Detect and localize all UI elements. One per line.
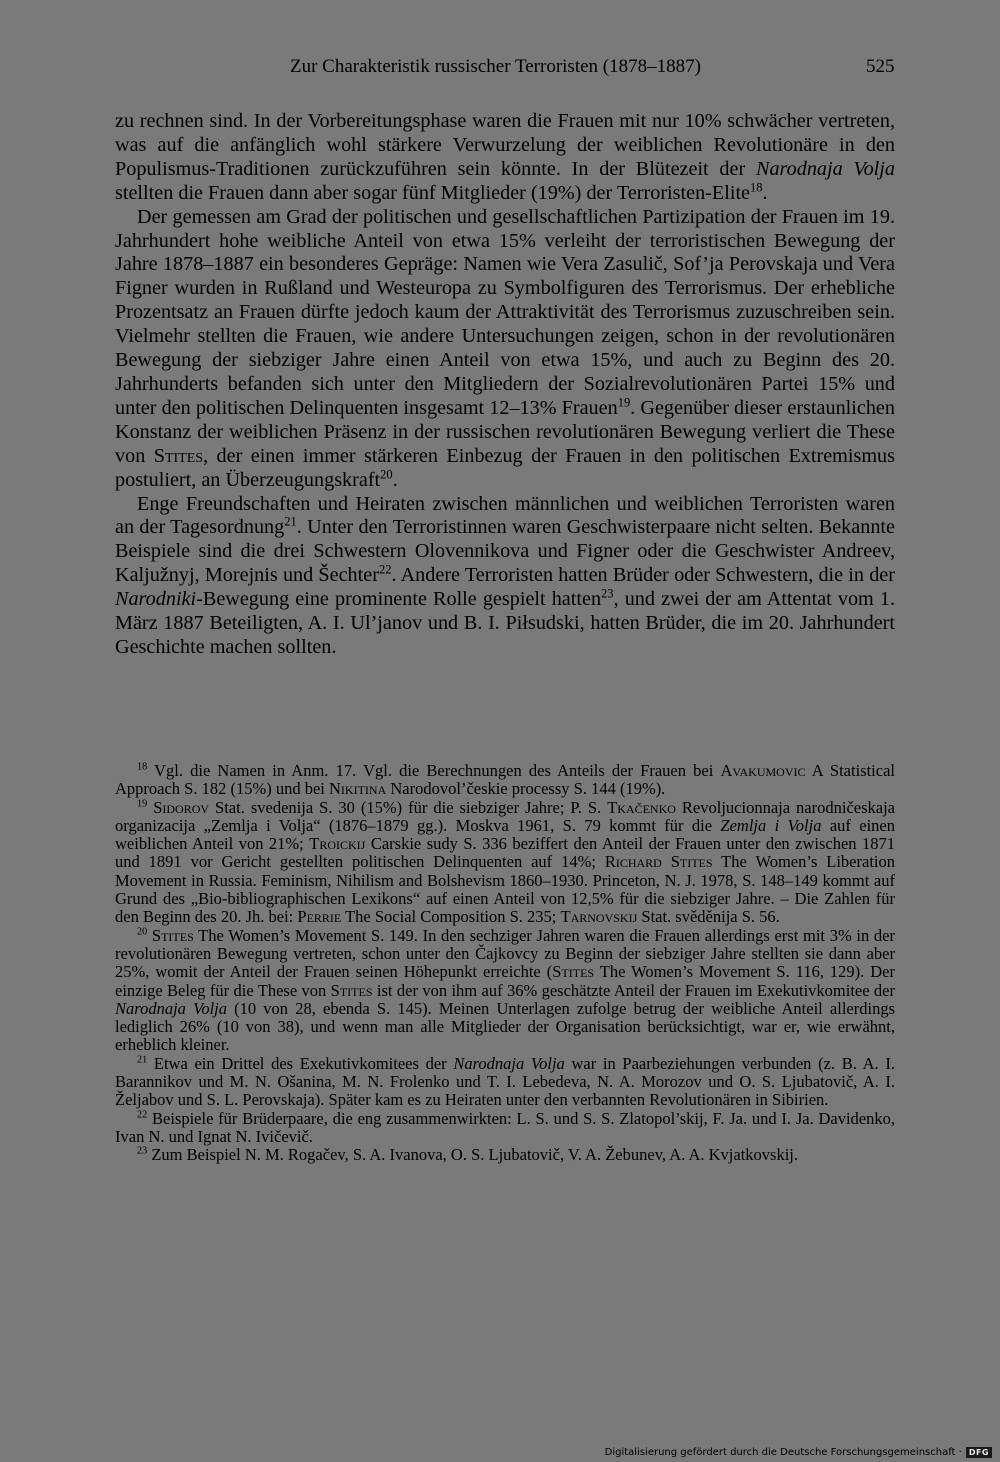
footnote-ref: 20 (137, 926, 148, 938)
footnote: $^{18}$ Vgl. die Namen in Anm. 17. Vgl. die Berechnungen des Anteils der Frauen bei Avakumovic A Statistical Approach S. 182 (15%) und bei Nikitina Narodovol’českie processy S. 144 (19%). (115, 761, 895, 799)
footnote-ref: 18 (137, 761, 148, 773)
paragraph: Enge Freundschaften und Heiraten zwischen männlichen und weiblichen Terroristen waren an der Tagesordnung$^{21}$. Unter den Terroristinnen waren Geschwisterpaare nicht selten. Bekannte Beispiele sind die drei Schwestern Olovennikova und Figner oder die Geschwister Andreev, Kaljužnyj, Morejnis und Šechter$^{22}$. Andere Terroristen hatten Brüder oder Schwestern, die in der Narodniki-Bewegung eine prominente Rolle gespielt hatten$^{23}$, und zwei der am Attentat vom 1. März 1887 Beteiligten, A. I. Ul’janov und B. I. Piłsudski, hatten Brüder, die im 20. Jahrhundert Geschichte machen sollten. (115, 492, 895, 658)
footnote-ref: 21 (284, 514, 297, 529)
footnote-ref: 23 (137, 1145, 148, 1157)
footnote-ref: 19 (137, 798, 148, 810)
footnote: $^{22}$ Beispiele für Brüderpaare, die eng zusammenwirkten: L. S. und S. S. Zlatopol’skij, F. Ja. und I. Ja. Davidenko, Ivan N. und Ignat N. Ivičevič. (115, 1108, 895, 1146)
page-number: 525 (866, 56, 895, 77)
footnote: $^{19}$ Sidorov Stat. svedenija S. 30 (15%) für die siebziger Jahre; P. S. Tkačenko Revoljucionnaja narodničeskaja organizacija „Zemlja i Volja“ (1876–1879 gg.). Moskva 1961, S. 79 kommt für die Zemlja i Volja auf einen weiblichen Anteil von 21%; Troickij Carskie sudy S. 336 beziffert den Anteil der Frauen unter den zwischen 1871 und 1891 vor Gericht gestellten politischen Delinquenten auf 14%; Richard Stites The Women’s Liberation Movement in Russia. Feminism, Nihilism and Bolshevism 1860–1930. Princeton, N. J. 1978, S. 148–149 kommt auf Grund des „Bio-bibliographischen Lexikons“ auf einen Anteil von 12,5% für die siebziger Jahre. – Die Zahlen für den Beginn des 20. Jh. bei: Perrie The Social Composition S. 235; Tarnovskij Stat. svěděnija S. 56. (115, 797, 896, 927)
italic-text: Narodnaja Volja (453, 1053, 565, 1073)
author-name: Stites (153, 444, 204, 467)
digitization-credit (605, 1447, 992, 1458)
author-name: Tarnovskij (560, 907, 638, 927)
footnote: $^{20}$ Stites The Women’s Movement S. 149. In den sechziger Jahren waren die Frauen allerdings erst mit 3% in der revolutionären Bewegung vertreten, schon unter den Čajkovcy zu Beginn der siebziger Jahre stellten sie dann aber 25%, womit der Anteil der Frauen seinen Höhepunkt erreichte (Stites The Women’s Movement S. 116, 129). Der einzige Beleg für die These von Stites ist der von ihm auf 36% geschätzte Anteil der Frauen im Exekutivkomitee der Narodnaja Volja (10 von 28, ebenda S. 145). Meinen Unterlagen zufolge betrug der weibliche Anteil allerdings lediglich 26% (10 von 38), und wenn man alle Mitglieder der Organisation berücksichtigt, war er, wie erwähnt, erheblich kleiner. (115, 925, 895, 1055)
author-name: Richard Stites (604, 852, 713, 872)
footnote-ref: 19 (617, 395, 631, 410)
paragraph: Der gemessen am Grad der politischen und gesellschaftlichen Partizipation der Frauen im 19. Jahrhundert hohe weibliche Anteil von etwa 15% verleiht der terroristischen Bewegung der Jahre 1878–1887 ein besonderes Gepräge: Namen wie Vera Zasulič, Sof’ja Perovskaja und Vera Figner wurden in Rußland und Westeuropa zu Symbolfiguren des Terrorismus. Der erhebliche Prozentsatz an Frauen dürfte jedoch kaum der Attraktivität des Terrorismus zuzuschreiben sein. Vielmehr stellten die Frauen, wie andere Untersuchungen zeigen, schon in der revolutionären Bewegung der siebziger Jahre einen Anteil von etwa 15%, und auch zu Beginn des 20. Jahrhunderts befanden sich unter den Mitgliedern der Sozialrevolutionären Partei 15% und unter den politischen Delinquenten insgesamt 12–13% Frauen$^{19}$. Gegenüber dieser erstaunlichen Konstanz der weiblichen Präsenz in der russischen revolutionären Bewegung verliert die These von Stites, der einen immer stärkeren Einbezug der Frauen in den politischen Extremismus postuliert, an Überzeugungskraft$^{20}$. (115, 205, 896, 491)
footnote-ref: 22 (378, 562, 392, 577)
author-name: Avakumovic (720, 761, 806, 780)
paragraph: zu rechnen sind. In der Vorbereitungsphase waren die Frauen mit nur 10% schwächer vertreten, was auf die anfänglich wohl stärkere Verwurzelung der weiblichen Revolutionäre in den Populismus-Traditionen zurückzuführen sein könnte. In der Blütezeit der Narodnaja Volja stellten die Frauen dann aber sogar fünf Mitglieder (19%) der Terroristen-Elite$^{18}$. (115, 110, 895, 204)
footnote-ref: 21 (137, 1054, 148, 1066)
author-name: Troickij (309, 834, 366, 854)
italic-text: Narodnaja Volja (115, 998, 227, 1018)
footnote-ref: 23 (601, 586, 614, 601)
footnote-ref: 18 (750, 179, 763, 194)
italic-text: Zemlja i Volja (720, 815, 822, 835)
running-title: Zur Charakteristik russischer Terroristen (1878–1887) (290, 56, 701, 77)
footnotes (115, 762, 895, 1165)
footnote: $^{23}$ Zum Beispiel N. M. Rogačev, S. A. Ivanova, O. S. Ljubatovič, V. A. Žebunev, A. A. Kvjatkovskij. (137, 1145, 799, 1165)
footnote-ref: 22 (137, 1109, 148, 1121)
footnote: $^{21}$ Etwa ein Drittel des Exekutivkomitees der Narodnaja Volja war in Paarbeziehungen verbunden (z. B. A. I. Barannikov und M. N. Ošanina, M. N. Frolenko und T. I. Lebedeva, N. A. Morozov und O. S. Ljubatovič, A. I. Željabov und S. L. Perovskaja). Später kam es zu Heiraten unter den verbannten Revolutionären in Sibirien. (115, 1053, 895, 1110)
page-header (0, 56, 1000, 86)
author-name: Stites (330, 980, 373, 1000)
author-name: Perrie (297, 907, 342, 927)
italic-text: Narodniki (115, 588, 197, 611)
credit-text: Digitalisierung gefördert durch die Deutsche Forschungsgemeinschaft · (604, 1447, 962, 1458)
main-text (115, 110, 895, 660)
author-name: Tkačenko (607, 797, 676, 817)
author-name: Nikitina (329, 779, 387, 799)
footnote-ref: 20 (380, 466, 393, 481)
italic-text: Narodnaja Volja (755, 157, 895, 180)
dfg-logo-icon: DFG (966, 1447, 992, 1458)
author-name: Stites (151, 925, 194, 945)
author-name: Sidorov (153, 797, 210, 817)
author-name: Stites (552, 962, 595, 982)
